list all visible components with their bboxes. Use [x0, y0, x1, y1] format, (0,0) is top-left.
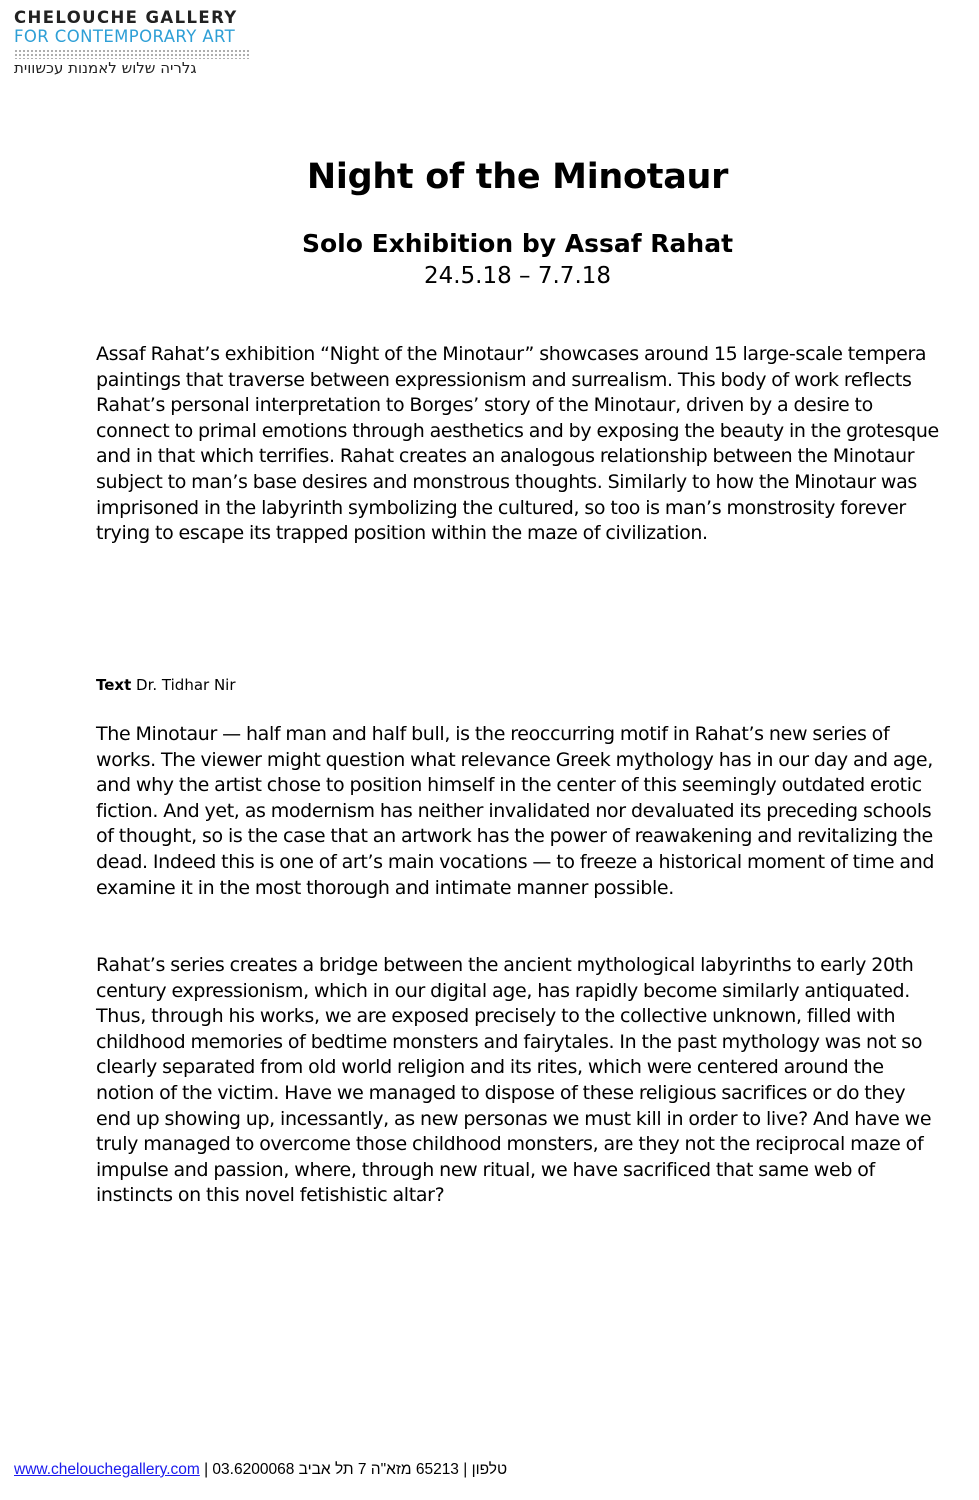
website-link[interactable]: www.chelouchegallery.com — [14, 1461, 200, 1478]
intro-paragraph: Assaf Rahat’s exhibition “Night of the Minotaur” showcases around 15 large-scale tempera paintings that traverse between expressionism and surrealism. This body of work reflects Rahat’s personal interpretation to Borges’ story of the Minotaur, driven by a desire to connect to primal emotions through aesthetics and by exposing the beauty in the grotesque and in that which terrifies. Rahat creates an analogous relationship between the Minotaur subject to man’s base desires and monstrous thoughts. Similarly to how the Minotaur was imprisoned in the labyrinth symbolizing the cultured, so too is man’s monstrosity forever trying to escape its trapped position within the maze of civilization. — [96, 343, 939, 545]
exhibition-subtitle: Solo Exhibition by Assaf Rahat — [301, 229, 734, 258]
credit-author: Dr. Tidhar Nir — [136, 676, 236, 694]
essay-paragraph-1: The Minotaur — half man and half bull, is the reoccurring motif in Rahat’s new series of works. The viewer might question what relevance Greek mythology has in our day and age, and why the artist chose to position himself in the center of this seemingly outdated erotic fiction. And yet, as modernism has neither invalidated nor devaluated its preceding schools of thought, so is the case that an artwork has the power of reawakening and revitalizing the dead. Indeed this is one of art’s main vocations — to freeze a historical moment of time and examine it in the most thorough and intimate manner possible. — [96, 723, 935, 899]
text-credit — [96, 674, 236, 696]
footer-address-phone: | 03.6200068 טלפון | 65213 מזא"ה 7 תל אביב — [199, 1461, 508, 1478]
exhibition-dates: 24.5.18 – 7.7.18 — [423, 263, 612, 289]
logo-name: CHELOUCHE GALLERY — [14, 8, 238, 27]
exhibition-title: Night of the Minotaur — [306, 157, 729, 197]
credit-label: Text — [96, 676, 132, 694]
gallery-logo — [14, 8, 254, 77]
logo-tagline: FOR CONTEMPORARY ART — [14, 27, 236, 46]
logo-dotted-rule — [14, 49, 250, 59]
logo-hebrew-name: גלריה שלוש לאמנות עכשווית — [14, 59, 197, 77]
essay-paragraph-2: Rahat’s series creates a bridge between the ancient mythological labyrinths to early 20th century expressionism, which in our digital age, has rapidly become similarly antiquated. Thus, through his works, we are exposed precisely to the collective unknown, filled with childhood memories of bedtime monsters and fairytales. In the past mythology was not so clearly separated from old world religion and its rites, which were centered around the notion of the victim. Have we managed to dispose of these religious sacrifices or do they end up showing up, incessantly, as new personas we must kill in order to live? And have we truly managed to overcome those childhood monsters, are they not the reciprocal maze of impulse and passion, where, through new ritual, we have sacrificed that same web of instincts on this novel fetishistic altar? — [96, 954, 932, 1207]
footer-contact — [14, 1460, 507, 1480]
